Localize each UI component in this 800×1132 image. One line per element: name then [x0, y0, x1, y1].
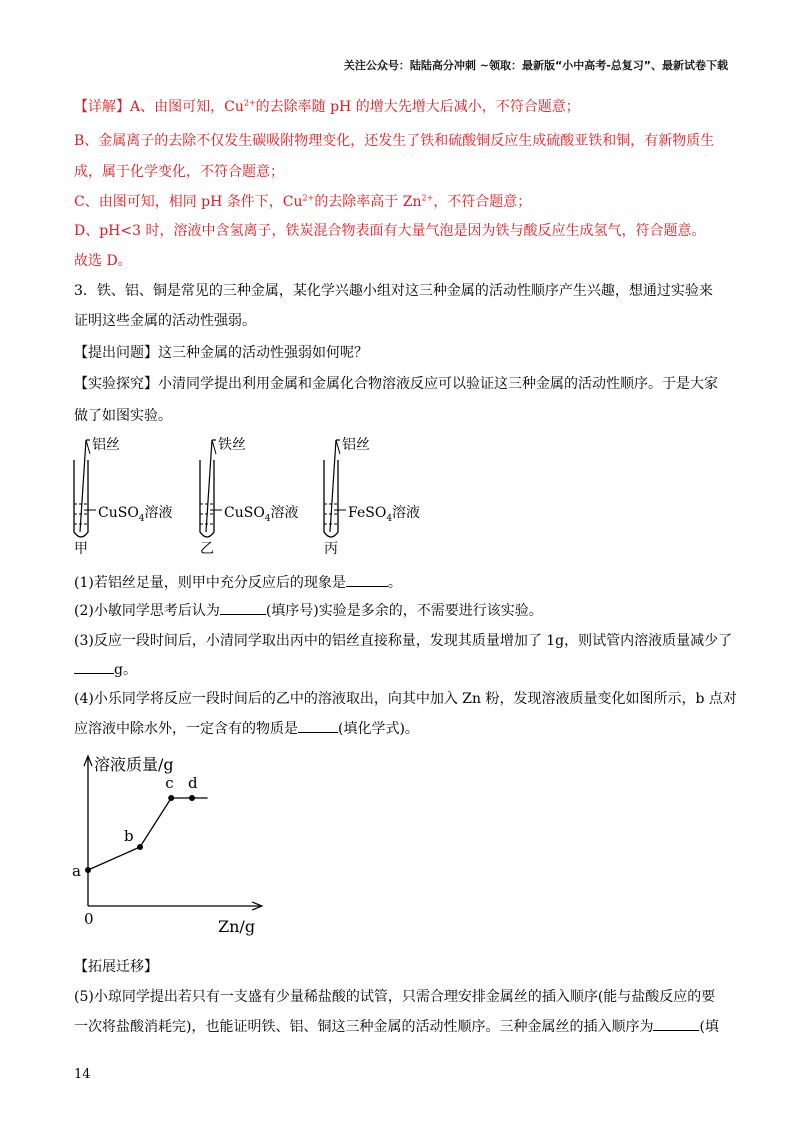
chart-points	[72, 774, 198, 880]
detail-c: C、由图可知，相同 pH 条件下，$Cu^{2+}$的去除率高于 $Zn^{2+}$，不符合题意；	[74, 193, 532, 210]
mass-chart-svg	[60, 746, 280, 938]
point-label-c: c	[165, 774, 174, 792]
point-label-d: d	[188, 774, 198, 792]
question-5-line1: (5)小琼同学提出若只有一支盛有少量稀盐酸的试管，只需合理安排金属丝的插入顺序(能与盐酸反应的要	[74, 989, 716, 1005]
detail-d: D、pH<3 时，溶液中含氢离子，铁炭混合物表面有大量气泡是因为铁与酸反应生成氢气，符合题意。	[74, 223, 706, 239]
point-b	[137, 844, 143, 850]
point-label-b: b	[124, 827, 134, 845]
series-line	[88, 798, 208, 870]
question-intro-1: 3．铁、铝、铜是常见的三种金属，某化学兴趣小组对这三种金属的活动性顺序产生兴趣，想通过实验来	[74, 283, 713, 299]
chart-series	[88, 798, 208, 870]
point-a	[85, 867, 91, 873]
tube-bing	[324, 440, 346, 537]
question-4-line2: 应溶液中除水外，一定含有的物质是 (填化学式)。	[74, 721, 419, 737]
tube-jia	[74, 440, 96, 537]
test-tube-diagram	[62, 432, 442, 562]
answer-blank-3[interactable]	[74, 661, 114, 674]
question-1: (1)若铝丝足量，则甲中充分反应后的现象是 。	[74, 575, 402, 591]
detail-a: 【详解】A、由图可知，$Cu^{2+}$的去除率随 pH 的增大先增大后减小，不符合题意；	[74, 98, 580, 115]
tube-jia-solution-label: CuSO$_4$溶液	[98, 505, 173, 524]
question-explore-2: 做了如图实验。	[74, 408, 172, 424]
mass-chart	[60, 746, 280, 942]
tube-jia-wire-label: 铝丝	[92, 437, 120, 453]
point-label-a: a	[72, 862, 81, 880]
tube-bing-wire-label: 铝丝	[342, 437, 370, 453]
origin-label: 0	[84, 910, 94, 928]
tube-yi-wire-label: 铁丝	[218, 437, 246, 453]
question-2: (2)小敏同学思考后认为 (填序号)实验是多余的，不需要进行该实验。	[74, 603, 543, 619]
tube-yi-name: 乙	[200, 541, 214, 557]
point-d	[189, 795, 195, 801]
answer-blank-4[interactable]	[298, 720, 338, 733]
question-3-line2: g。	[74, 659, 137, 679]
detail-b-1: B、金属离子的去除不仅发生碳吸附物理变化，还发生了铁和硫酸铜反应生成硫酸亚铁和铜，有新物质生	[74, 133, 715, 149]
tube-yi-solution-label: CuSO$_4$溶液	[224, 505, 299, 524]
tube-bing-name: 丙	[324, 541, 338, 557]
answer-blank-1[interactable]	[346, 574, 388, 587]
extend-heading: 【拓展迁移】	[74, 959, 158, 975]
answer-blank-5[interactable]	[653, 1018, 699, 1031]
x-axis-label: Zn/g	[218, 917, 256, 936]
question-5-line2: 一次将盐酸消耗完)，也能证明铁、铝、铜这三种金属的活动性顺序。三种金属丝的插入顺序为 (填	[74, 1019, 719, 1035]
tube-bing-solution-label: FeSO$_4$溶液	[348, 505, 421, 524]
question-intro-2: 证明这些金属的活动性强弱。	[74, 313, 256, 329]
point-c	[168, 795, 174, 801]
tube-jia-name: 甲	[74, 541, 88, 557]
question-explore-1: 【实验探究】小清同学提出利用金属和金属化合物溶液反应可以验证这三种金属的活动性顺序。于是大家	[74, 376, 718, 392]
y-axis-label: 溶液质量/g	[94, 755, 174, 774]
page-number: 14	[74, 1067, 91, 1082]
question-4-line1: (4)小乐同学将反应一段时间后的乙中的溶液取出，向其中加入 Zn 粉，发现溶液质量变化如图所示，b 点对	[74, 691, 737, 707]
question-ask: 【提出问题】这三种金属的活动性强弱如何呢？	[74, 345, 368, 361]
detail-b-2: 成，属于化学变化，不符合题意；	[74, 164, 284, 180]
detail-answer: 故选 D。	[74, 253, 132, 269]
tube-yi	[200, 440, 222, 537]
answer-blank-2[interactable]	[220, 602, 266, 615]
question-3-line1: (3)反应一段时间后，小清同学取出丙中的铝丝直接称量，发现其质量增加了 1g，则试管内溶液质量减少了	[74, 633, 733, 649]
page-header: 关注公众号：陆陆高分冲刺 ~领取：最新版“小中高考-总复习”、最新试卷下载	[343, 59, 728, 72]
